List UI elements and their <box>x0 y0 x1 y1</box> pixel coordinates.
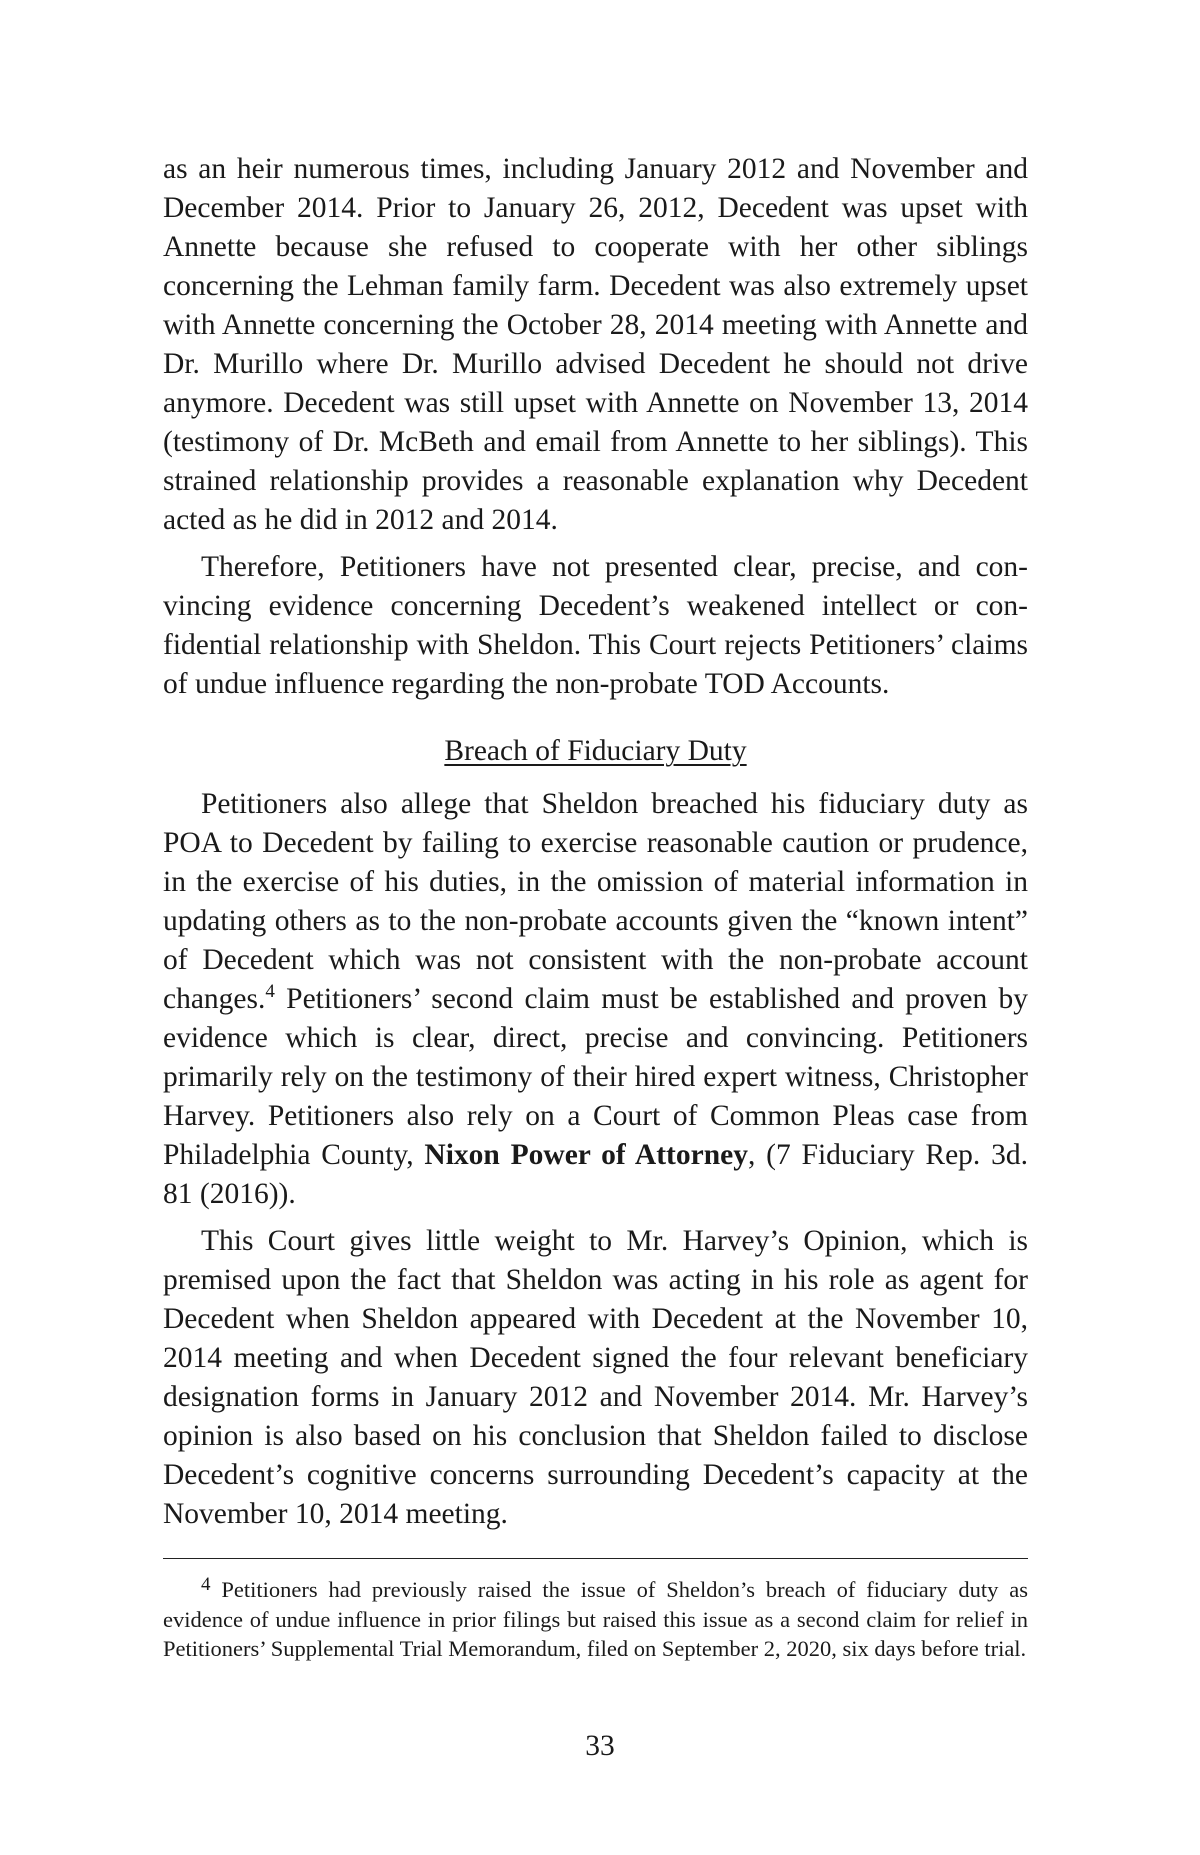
footnote <box>163 1575 1028 1664</box>
fiduciary-text-part2: Petitioners’ second claim must be established and proven by evidence which is clear, direct, precise and convincing. Petitioners primarily rely on the testimony of their hired expert witness, Christopher Harvey. Petitioners also rely on a Court of Common Pleas case from Philadelphia County, <box>163 983 1028 1171</box>
section-heading: Breach of Fiduciary Duty <box>444 735 747 767</box>
page-number: 33 <box>585 1730 615 1762</box>
paragraph-harvey-opinion: This Court gives little weight to Mr. Harvey’s Opinion, which is premised upon the fact that Sheldon was acting in his role as agent for Decedent when Sheldon appeared with Decedent at the November 10, 2014 meeting and when Decedent signed the four relevant beneficiary designation forms in January 2012 and November 2014. Mr. Harvey’s opinion is also based on his conclusion that Sheldon failed to disclose Decedent’s cognitive concerns surrounding Decedent’s capacity at the November 10, 2014 meeting. <box>163 1225 1028 1530</box>
paragraph-heir-history: as an heir numerous times, including January 2012 and November and December 2014. Prior to January 26, 2012, Decedent was upset with Annette because she refused to cooperate with her other siblings concerning the Lehman family farm. Decedent was also extremely upset with Annette concerning the October 28, 2014 meeting with Annette and Dr. Murillo where Dr. Murillo advised Decedent he should not drive anymore. Decedent was still upset with Annette on November 13, 2014 (testimony of Dr. McBeth and email from Annette to her siblings). This strained relationship provides a reasonable explanation why Decedent acted as he did in 2012 and 2014. <box>163 153 1028 536</box>
paragraph-conclusion-undue-influence: Therefore, Petitioners have not presented clear, precise, and convincing evidence concerning Decedent’s weakened intellect or confidential relationship with Sheldon. This Court rejects Petitioners’ claims of undue influence regarding the non-probate TOD Accounts. <box>163 551 1028 700</box>
page-body <box>163 150 1028 1664</box>
case-name: Nixon Power of Attorney <box>424 1139 748 1171</box>
paragraph-fiduciary-allegation <box>163 785 1028 1214</box>
footnote-text: Petitioners had previously raised the issue of Sheldon’s breach of fiduciary duty as evidence of undue influence in prior filings but raised this issue as a second claim for relief in Petitioners’ Supplemental Trial Memorandum, filed on September 2, 2020, six days before trial. <box>163 1577 1029 1661</box>
fiduciary-text-part3: , (7 Fiduciary Rep. 3d. 81 (2016)). <box>163 1139 1028 1210</box>
footnote-reference[interactable]: 4 <box>265 981 275 1002</box>
footnote-divider <box>163 1558 1028 1559</box>
fiduciary-text-part1: Petitioners also allege that Sheldon breached his fiduciary duty as POA to Decedent by failing to exercise reasonable caution or prudence, in the exercise of his duties, in the omission of material information in updating others as to the non-probate accounts given the “known intent” of Decedent which was not consistent with the non-probate account changes. <box>163 788 1028 1015</box>
footnote-marker: 4 <box>201 1574 211 1595</box>
